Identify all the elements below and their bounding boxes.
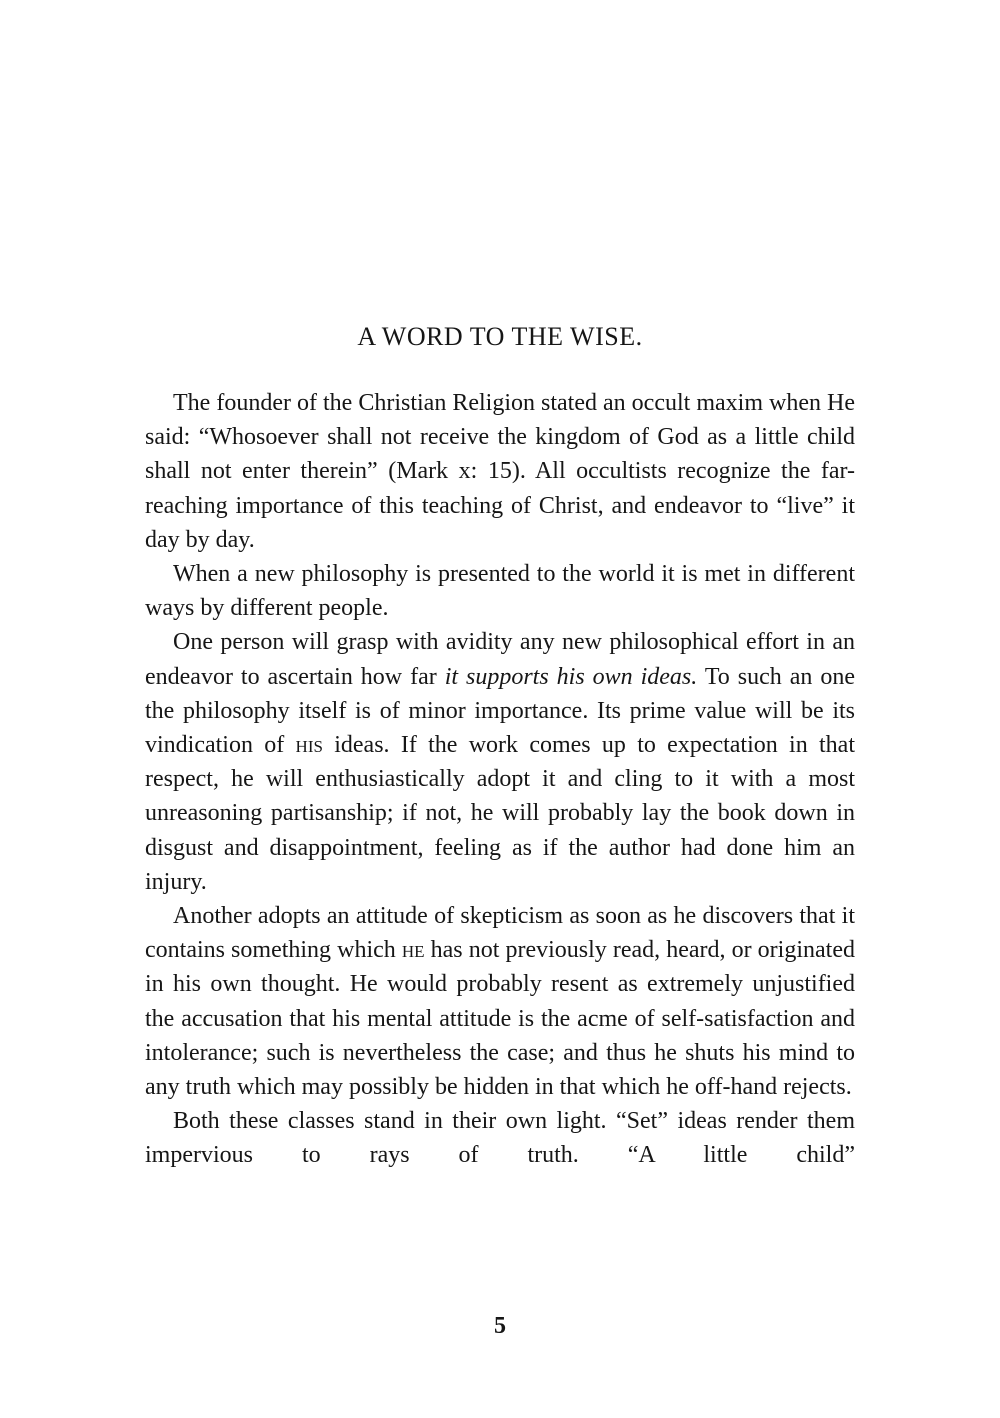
paragraph-3-text-b: To such an one the philosophy itself is of minor importance. Its prime value will be its vindication of (145, 663, 855, 759)
paragraph-4-text-a: Another adopts an attitude of skepticism as soon as he discovers that it contains something which (145, 903, 855, 964)
paragraph-1: The founder of the Christian Religion stated an occult maxim when He said: “Whosoever shall not receive the kingdom of God as a little child shall not enter therein” (Mark x: 15). All occultists recognize the far-reaching importance of this teaching of Christ, and endeavor to “live” it day by day. (145, 390, 855, 553)
paragraph-5: Both these classes stand in their own light. “Set” ideas render them impervious to rays of truth. “A little child” (145, 1108, 855, 1169)
page-number: 5 (494, 1313, 506, 1339)
paragraph-3-small-caps: his (295, 732, 323, 759)
paragraph-4 (145, 899, 855, 1104)
paragraph-4-text-b: has not previously read, heard, or originated in his own thought. He would probably resent as extremely unjustified the accusation that his mental attitude is the acme of self-satisfaction and intolerance; such is nevertheless the case; and thus he shuts his mind to any truth which may possibly be hidden in that which he off-hand rejects. (145, 937, 855, 1101)
chapter-title: A WORD TO THE WISE. (357, 322, 643, 351)
paragraph-3-text-a: One person will grasp with avidity any new philosophical effort in an endeavor to ascertain how far (145, 629, 855, 690)
paragraph-3-text-c: ideas. If the work comes up to expectation in that respect, he will enthusiastically adopt it and cling to it with a most unreasoning partisanship; if not, he will probably lay the book down in disgust and disappointment, feeling as if the author had done him an injury. (145, 732, 855, 895)
body-text (145, 386, 855, 1173)
paragraph-3-emphasis: it supports his own ideas. (444, 663, 698, 690)
paragraph-2: When a new philosophy is presented to the world it is met in different ways by different people. (145, 561, 855, 622)
paragraph-4-small-caps: he (401, 937, 425, 964)
paragraph-3 (145, 625, 855, 899)
